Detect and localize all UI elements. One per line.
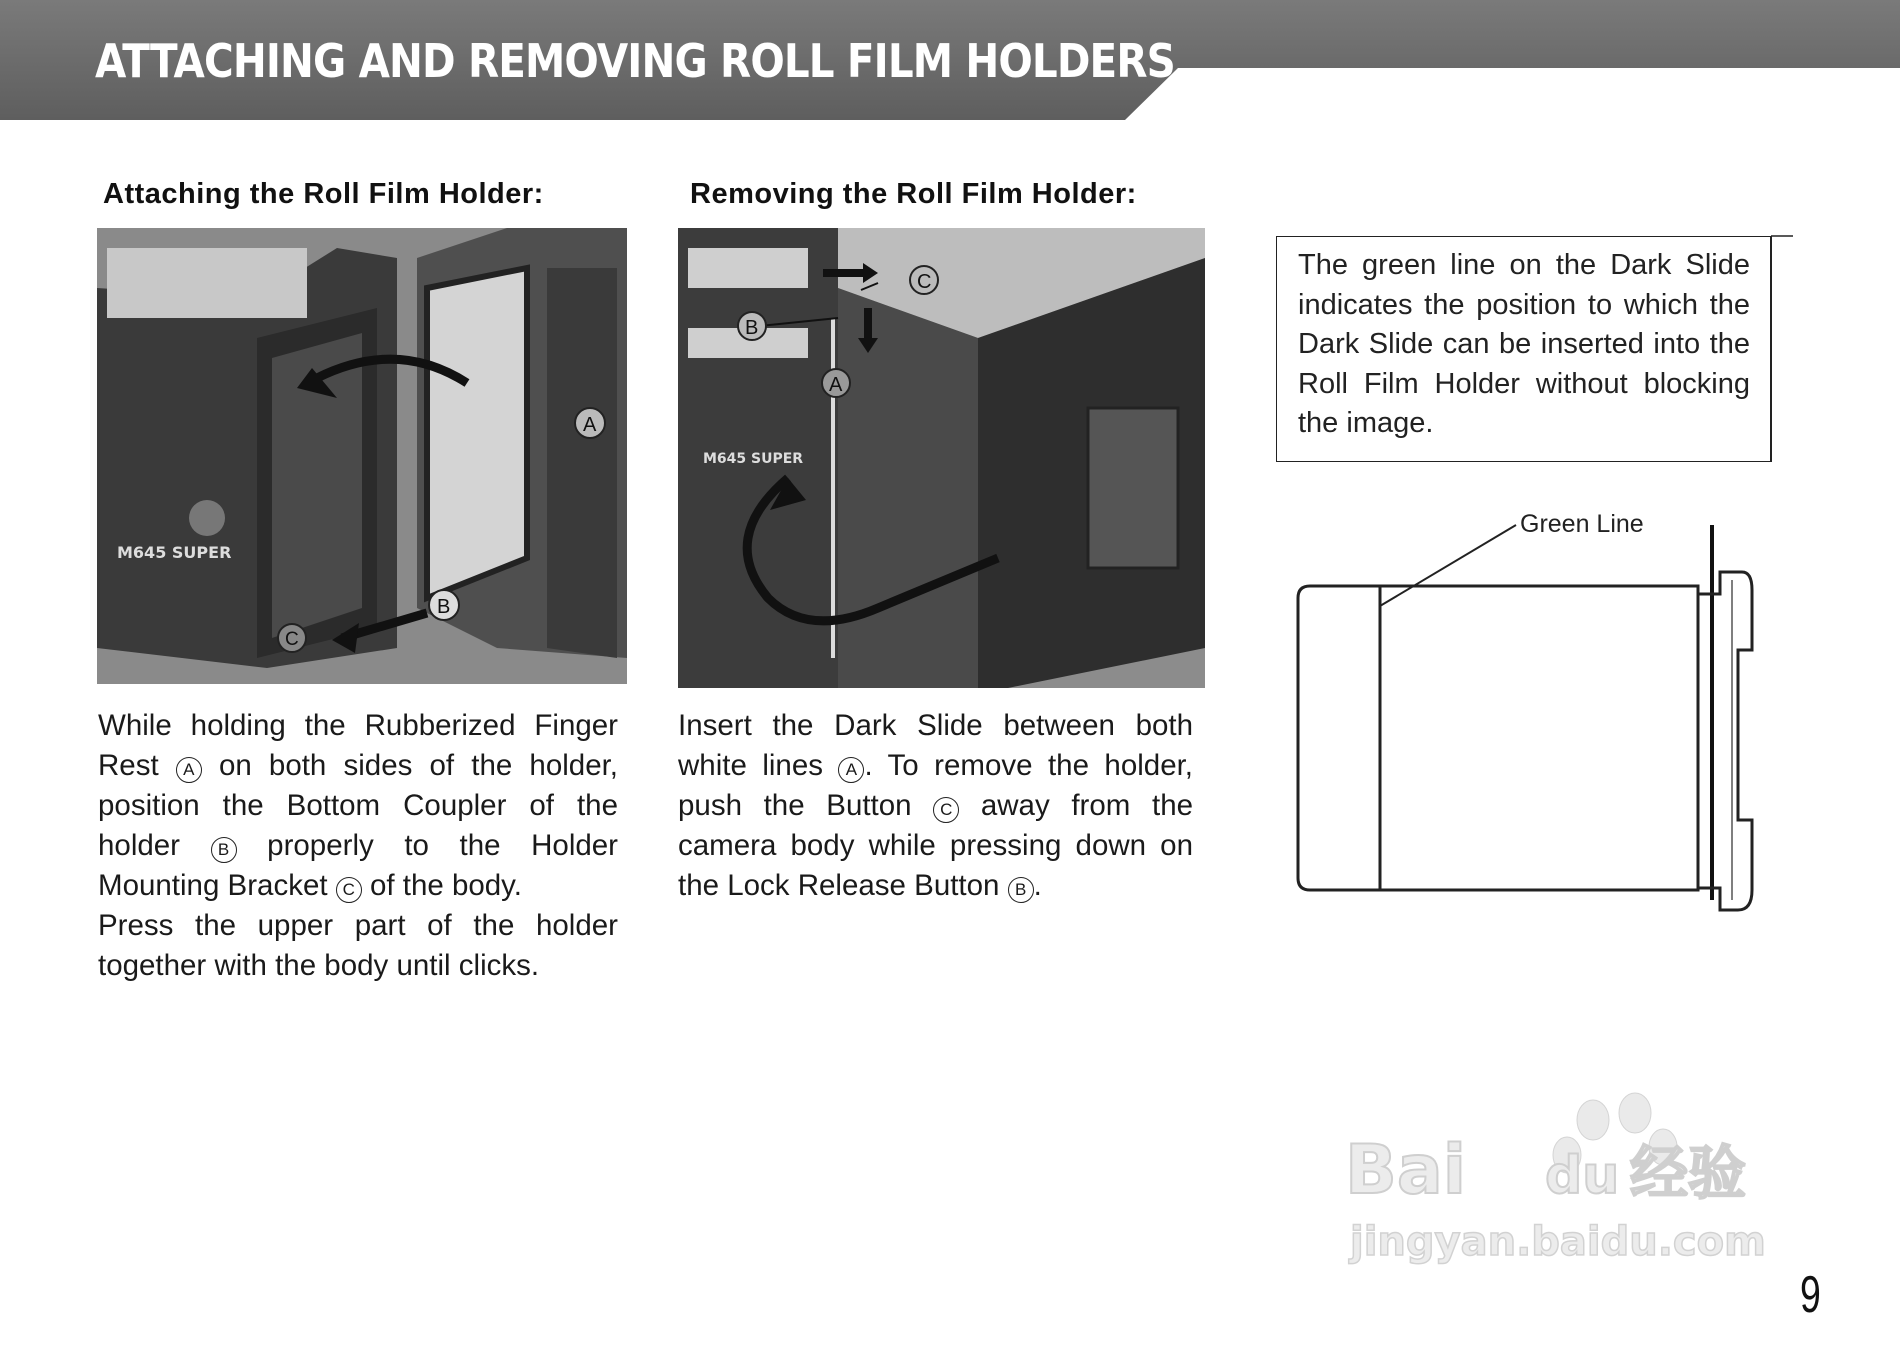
model-label: M645 SUPER (703, 451, 804, 467)
label-a: A (583, 414, 597, 436)
model-label: M645 SUPER (117, 543, 232, 562)
removing-heading: Removing the Roll Film Holder: (690, 178, 1137, 210)
watermark-brand: Bai (1345, 1131, 1467, 1210)
removing-paragraph: Insert the Dark Slide between both white lines A . To remove the holder, push the Button C away from the camera body while pressing down on the Lock Release Button B . (678, 709, 1194, 902)
label-c: C (285, 629, 299, 650)
circle-label-a: A (838, 757, 864, 783)
attaching-paragraph-1: While holding the Rubberized Finger Rest A on both sides of the holder, position the Bottom Coupler of the holder B properly to the Holder Mounting Bracket C of the body. (98, 709, 619, 902)
watermark-chinese: 经验 (1630, 1139, 1747, 1207)
circle-label-a: A (176, 757, 202, 783)
dark-slide-diagram (1290, 500, 1770, 920)
watermark-url: jingyan.baidu.com (1350, 1219, 1766, 1265)
attaching-heading: Attaching the Roll Film Holder: (103, 178, 544, 210)
circle-label-b: B (1008, 877, 1034, 903)
note-box-edge (1765, 234, 1795, 466)
green-line-label: Green Line (1520, 510, 1644, 538)
label-a: A (829, 374, 843, 396)
removing-instructions (678, 706, 1193, 906)
label-c: C (917, 271, 932, 293)
paw-icon (1577, 1100, 1609, 1140)
attaching-photo (97, 228, 627, 684)
attaching-paragraph-2: Press the upper part of the holder together with the body until clicks. (98, 909, 618, 982)
note-text: The green line on the Dark Slide indicates the position to which the Dark Slide can be inserted into the Roll Film Holder without blocking the image. (1298, 249, 1750, 439)
baidu-jingyan-watermark (1345, 1075, 1805, 1285)
watermark-du: du (1545, 1146, 1620, 1206)
attaching-instructions (98, 706, 618, 986)
page-title: ATTACHING AND REMOVING ROLL FILM HOLDERS (95, 34, 1175, 88)
label-b: B (745, 317, 759, 339)
label-b: B (437, 596, 451, 618)
circle-label-b: B (211, 837, 237, 863)
circle-label-c: C (336, 877, 362, 903)
circle-label-c: C (933, 797, 959, 823)
removing-photo (678, 228, 1205, 688)
page-number: 9 (1800, 1266, 1821, 1324)
